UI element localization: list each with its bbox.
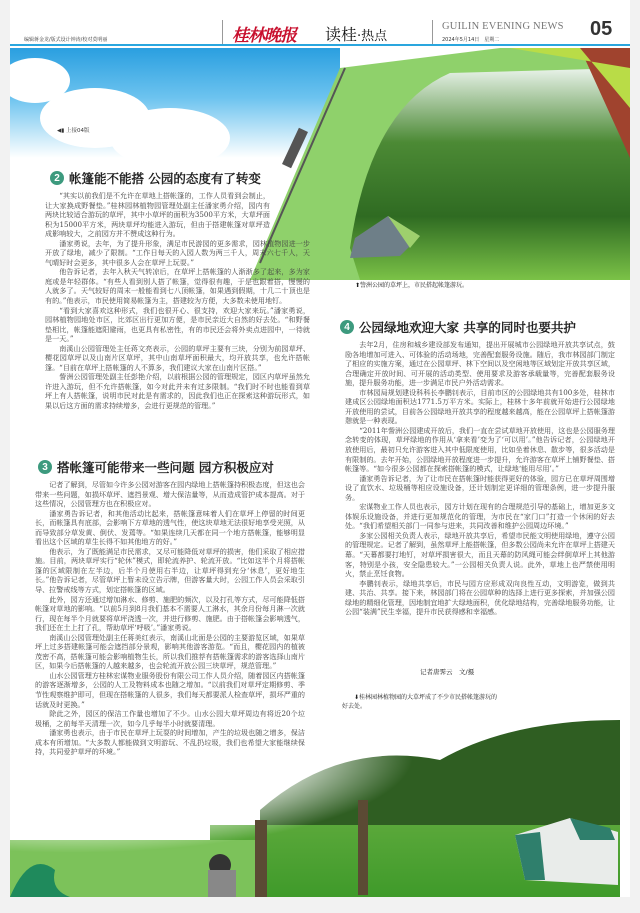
- caption-text: 訾洲公园的草坪上，市民搭起帐篷游玩。: [360, 282, 469, 289]
- speaker-icon: ◀▮: [57, 128, 67, 134]
- paragraph: “2011年訾洲公园建成开放后，我们一直在尝试草地开放使用，这也是公园服务理念转变的体现，草坪绿地的作用从‘拿来看’变为了‘可以用’。”他告诉记者，公园绿地开放使用后，最初只允许游客进入其中低限度使用，比如坐着休息、散步等，很多活动是有限制的。去年开始，公园绿地开放程度进一步提升，允许游客在草坪上铺野餐垫、搭帐篷等。“如今很多公园都在探索搭帐篷的模式，让绿地‘能用尽用’。”: [345, 425, 615, 474]
- paragraph: 潘家勇说，去年，为了提升形象，满足市民游园的更多需求，园林植物园进一步开放了绿地，减少了限制。“工作日每天的入园人数为两三千人，周末六七千人，天气晴好时会更多，其中很多人会在草坪上玩耍。”: [45, 238, 310, 267]
- newspaper-page: [10, 0, 630, 897]
- paragraph: 多家公园相关负责人表示，绿地开放共享后，希望市民能文明使用绿地，遵守公园的管理规定。记者了解到，虽然草坪上能搭帐篷，但多数公园尚未允许在草坪上搭建天幕。“天幕都要打地钉，对草坪损害很大，而且天幕的防风绳可能会绊倒草坪上其他游客，特别是小孩，安全隐患较大。”一公园相关负责人说。此外，草地上也严禁使用明火，禁止烹饪食物。: [345, 530, 615, 579]
- section-4: [340, 318, 615, 617]
- issue-date: 2024年5月14日 星期二: [442, 37, 500, 43]
- section-2: [45, 169, 315, 411]
- column-title: 读桂: [325, 25, 358, 44]
- paragraph: 李鹏钊表示，绿地共享后，市民与园方应形成双向良性互动，文明游览，做到共建、共治、共享。接下来，林园部门将在公园草种的选择上进行更多探索，并加强公园绿地的精细化管理，因地制宜地扩大绿地面积，优化绿地结构，完善绿地服务功能，让公园“装满”民生幸福，提升市民获得感和幸福感。: [345, 578, 615, 617]
- editor-credits: 编辑蒋金龙/版式设计钟涛/校对莫明丽: [24, 37, 108, 43]
- paragraph: 宏谋物业工作人员也表示，园方计划在现有的合理规范引导的基础上，增加更多文体娱乐设施设备，并进行更加规范化的管理，为市民在“家门口”打造一个休闲的好去处。“我们希望相关部门一同参与进来，共同改善和维护公园周边环境。”: [345, 502, 615, 531]
- paragraph: 除此之外，园区的保洁工作量也增加了不少。山水公园大草坪周边有将近20个垃圾桶，之前每半天清理一次，如今几乎每半小时就要清理。: [35, 709, 305, 728]
- section-heading: 搭帐篷可能带来一些问题 园方积极应对: [57, 460, 274, 475]
- paragraph: 山水公园管理方桂林宏谋物业服务股份有限公司工作人员介绍，随着园区内搭帐篷的游客逐渐增多，公园的人工及物料成本也随之增加。“以前我们对草坪定期修剪、季节性观察维护即可，但现在搭帐篷的人很多，我们每天都要派人检查草坪，损坏严重的话就及时更换。”: [35, 670, 305, 709]
- divider: [432, 20, 433, 44]
- section-heading: 公园绿地欢迎大家 共享的同时也要共护: [359, 320, 576, 335]
- bottom-photo-caption: [342, 693, 502, 711]
- paragraph: “看到大家喜欢这种形式，我们也很开心、很支持，欢迎大家来玩。”潘家勇说，园林植物园地处市区，比郊区出行更加方便，是市民亲近大自然的好去处。“和野餐垫相比，帐篷能遮阳避雨，也更具有私密性，有的市民还会将外卖点进园中，一待就是一天。”: [45, 305, 310, 344]
- continued-from-note: [57, 126, 90, 134]
- section-number: 4: [340, 320, 354, 334]
- divider: [222, 20, 223, 44]
- paragraph: 他告诉记者，去年入秋天气转凉后，在草坪上搭帐篷的人渐渐多了起来，多为家庭或是年轻群体。“有些人看到别人搭了帐篷，觉得很有趣，于是也跟着搭，慢慢的人就多了。天气较好的周末一般能看到七八顶帐篷，如果遇到假期，十几二十顶也是有的。”他表示，市民使用简易帐篷为主，搭建较为方便，大多数未使用地钉。: [45, 267, 310, 306]
- column-subtitle: ·热点: [357, 29, 388, 44]
- continued-label: 上接04版: [66, 128, 90, 134]
- page-number: 05: [590, 18, 613, 40]
- arrow-up-icon: ⬆: [355, 282, 361, 289]
- paragraph: 记者了解到，尽管如今许多公园对游客在园内绿地上搭帐篷持积极态度，但这也会带来一些问题，如损坏草坪、遮挡景观、增大保洁量等，从而造成管护成本提高。对于这些情况，公园管理方也在积极应对。: [35, 480, 305, 509]
- section-number: 3: [38, 460, 52, 474]
- paragraph: 他表示，为了既能满足市民需求，又尽可能降低对草坪的损害，他们采取了相应措施。目前，两块草坪实行“轮休”模式，即轮流养护、轮流开放。“比如这半个月将搭帐篷的区域限制在左半边，后半个月使用右半边，让草坪得到充分‘休息’，更好地生长。”他告诉记者，尽管草坪上暂未设立告示牌，但游客量大时，公园工作人员会采取引导、拉警戒线等方式，划定搭帐篷的区域。: [35, 546, 305, 595]
- paragraph: 南溪山公园管理处副主任蒋美红表示，南溪山北面是公园的主要游览区域，如果草坪上过多搭建帐篷可能会遮挡部分景观，影响其他游客游览。“而且，樱花园内的植被茂密不高，搭帐篷可能会影响植物生长，所以我们推荐有搭帐篷需求的游客选择山南片区，如果今后搭帐篷的人越来越多，也会轮流开放公园三块草坪，规范管理。”: [35, 632, 305, 671]
- section-heading: 帐篷能不能搭 公园的态度有了转变: [69, 171, 261, 186]
- paragraph: 去年2月，住房和城乡建设部发布通知，提出开展城市公园绿地开放共享试点，鼓励各地增加可进入、可体验的活动场地，完善配套服务设施。随后，我市林园部门制定了相应的实施方案，通过在公园草坪、林下空间以及空闲地等区域划定开放共享区域，合理确定开放时间、可开展的活动类型、使用要求及游客承载量等，完善配套服务设施，提升服务功能，进一步满足市民户外活动需求。: [345, 340, 615, 388]
- page-header: [10, 0, 630, 46]
- paragraph: 市林园局规划建设科科长李鹏钊表示，目前市区的公园绿地共有100多处，桂林市建成区公园绿地面积达1771.5万平方米。实际上，桂林十多年前就开始进行公园绿地开放使用的尝试，目前各公园绿地开放共享的程度越来越高，能在公园草坪上搭帐篷游憩就是一种表现。: [345, 387, 615, 426]
- paragraph: 此外，园方还通过增加淋水、修剪、施肥的频次，以及打孔等方式，尽可能降低搭帐篷对草地的影响。“以前5月到8月我们基本不需要人工淋水，其余月份每月淋一次就行，现在每半个月就要将草坪浇透一次，并进行修剪、施肥。由于搭帐篷会影响透气，我们还在土上打了孔，帮助草坪‘呼吸’。”潘家勇说。: [35, 594, 305, 633]
- top-photo-caption: [355, 281, 468, 290]
- paragraph: 訾洲公园管理处副主任彭艳介绍，以前根据公园的管理规定，园区内草坪虽然允许进入游玩，但不允许搭帐篷，如今对此并未有过多限制。“我们时不时也能看到草坪上有人搭帐篷，说明市民对此是有需求的，因此我们也正在探索这种游玩形式，如果以后这方面的需求持续增多，会进行更规范的管理。”: [45, 372, 310, 411]
- section-number: 2: [50, 171, 64, 185]
- paragraph: 潘家勇也表示，由于市民在草坪上玩耍的时间增加，产生的垃圾也随之增多，保洁成本有所增加。“大多数人都能做到文明游玩、不乱扔垃圾，我们也希望大家能继续保持，共同爱护草坪的环境。”: [35, 728, 305, 757]
- paragraph: 潘家勇告诉记者，为了让市民在搭帐篷时能获得更好的体验，园方已在草坪周围增设了直饮水、垃圾桶等相应设施设备，还计划制定更详细的管理条例，进一步提升服务。: [345, 473, 615, 502]
- section-3: [35, 458, 310, 876]
- paragraph: 潘家勇告诉记者，和其他活动比起来，搭帐篷意味着人们在草坪上停留的时间更长，而帐篷具有底部，会影响下方草地的透气性，使这块草地无法很好地享受光照，从而导致部分草发黄、倒伏、发蔫等。“如果连续几天都在同一个地方搭帐篷，能够明显看出这个区域的草生长得不如其他地方的好。”: [35, 508, 305, 547]
- paragraph: 南溪山公园管理处主任蒋文亮表示，公园的草坪主要有三块，分别为前园草坪、樱花园草坪以及山南片区草坪，其中山南草坪面积最大，均开放共享，也允许搭帐篷。“目前在草坪上搭帐篷的人不算多，我们建议大家在山南片区搭。”: [45, 343, 310, 372]
- arrow-down-icon: ⬇: [354, 694, 360, 701]
- caption-text: 桂林园林植物园的大草坪成了不少市民搭帐篷游玩的好去处。: [342, 694, 498, 710]
- newspaper-logo: 桂林晚报: [232, 26, 296, 46]
- paragraph: “其实以前我们是不允许在草地上搭帐篷的，工作人员看到会制止，让大家换成野餐垫。”桂林园林植物园管理处副主任潘家勇介绍，园内有两块比较适合游玩的草坪，其中小草坪的面积为3500平方米，大草坪面积为15000平方米，两块草坪均能进入游玩，但由于搭建帐篷对草坪造成影响较大，之前园方并不赞成这种行为。: [45, 191, 270, 239]
- english-title: GUILIN EVENING NEWS: [442, 21, 564, 32]
- column-name: [325, 22, 387, 45]
- byline: 记者唐霁云 文/摄: [420, 668, 475, 676]
